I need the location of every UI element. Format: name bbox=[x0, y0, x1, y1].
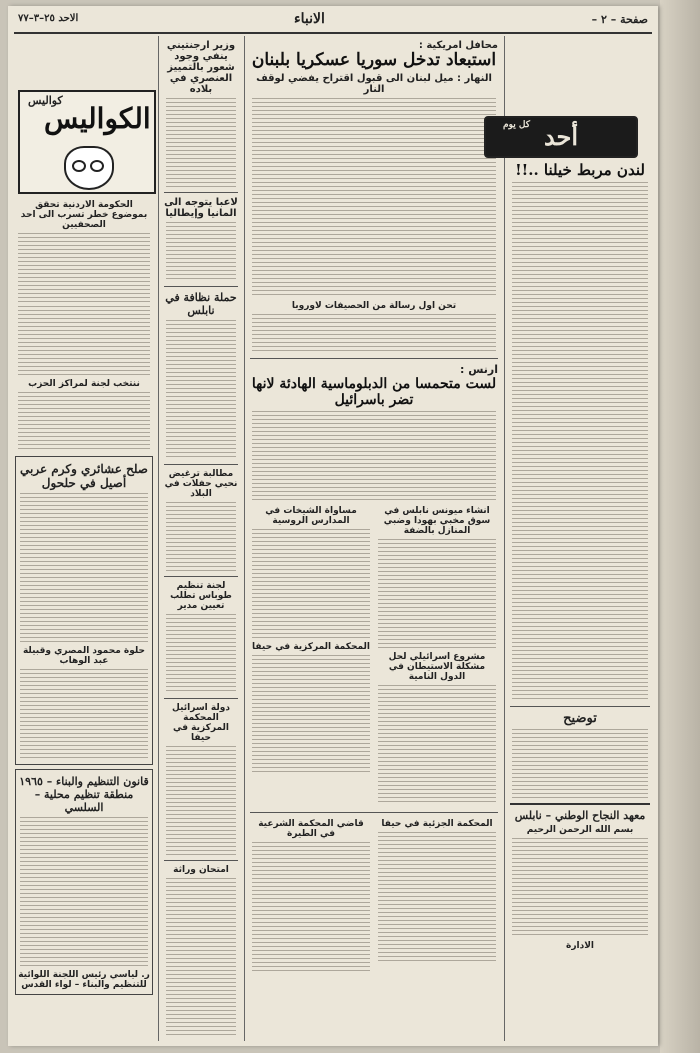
badge-text: أحد bbox=[543, 122, 579, 151]
headline-nablus-cleanup: حملة نظافة في نابلس bbox=[165, 291, 237, 317]
court-notice: دولة اسرائيل المحكمة المركزية في حيفا bbox=[172, 703, 230, 743]
masthead bbox=[14, 10, 652, 34]
headline-tubas: لجنة تنظيم طوباس تطلب تعيين مدير bbox=[170, 581, 232, 611]
cartoon-face-icon bbox=[64, 146, 114, 190]
notice-text bbox=[166, 878, 236, 1038]
next-page-edge bbox=[660, 0, 700, 1053]
article-text bbox=[252, 529, 370, 639]
item-headline: الحكومة الاردنية تحقق بموضوع خطر تسرب الى احد الصحفيين bbox=[20, 200, 148, 230]
article-text bbox=[20, 493, 148, 643]
notice-text bbox=[20, 817, 148, 967]
box-headline: صلح عشائري وكرم عربي أصيل في حلحول bbox=[20, 462, 148, 490]
column-divider bbox=[504, 36, 505, 1041]
article-text bbox=[18, 306, 150, 376]
court-notice-central: المحكمة المركزية في حيفا bbox=[252, 641, 370, 652]
article-text bbox=[378, 685, 496, 805]
kawalis-logo bbox=[18, 90, 156, 194]
column-news-briefs bbox=[160, 36, 242, 1041]
ad-text bbox=[512, 838, 648, 938]
newspaper-title: الانباء bbox=[294, 11, 325, 27]
headline-nablus: انشاء ميونس نابلس في سوق مخبي بهودا وضبي المنازل بالضفة bbox=[383, 505, 491, 536]
notice-headline: قانون التنظيم والبناء – ١٩٦٥ منطقة تنظيم محلية – السلسي bbox=[19, 775, 149, 814]
column-main-news bbox=[246, 36, 502, 1041]
clarification-text bbox=[512, 729, 648, 799]
article-text bbox=[166, 222, 236, 282]
headline-letter: تحن اول رسالة من الحصيفات لاوروبا bbox=[291, 300, 457, 311]
page-number: صفحة – ٢ – bbox=[591, 13, 648, 26]
item-headline: ننتخب لجنة لمراكز الحزب bbox=[28, 379, 140, 389]
institute-ad-title: معهد النجاح الوطني – نابلس bbox=[514, 809, 646, 823]
article-text bbox=[166, 320, 236, 460]
eye-icon bbox=[90, 160, 104, 172]
article-text bbox=[166, 502, 236, 572]
logo-title: الكواليس bbox=[44, 102, 151, 135]
article-text bbox=[252, 411, 496, 501]
article-text bbox=[18, 233, 150, 303]
article-text bbox=[252, 314, 496, 354]
article-text bbox=[252, 98, 496, 298]
headline2-kicker: ارنس : bbox=[459, 362, 498, 376]
article-text bbox=[378, 539, 496, 649]
newspaper-page bbox=[8, 6, 658, 1046]
inheritance-notice: امتحان وراثة bbox=[173, 865, 229, 875]
notice-text bbox=[378, 832, 496, 962]
notice-text bbox=[166, 746, 236, 856]
article-text bbox=[18, 392, 150, 452]
institute-ad-basmala: بسم الله الرحمن الرحيم bbox=[526, 825, 634, 836]
reconciliation-box bbox=[15, 456, 153, 765]
second-headline: لست متحمسا من الدبلوماسية الهادئة لانها تضر باسرائيل bbox=[251, 375, 497, 408]
headline-parties: مطالبة ترغيض نحيي حفلات في البلاد bbox=[164, 469, 238, 499]
article-text bbox=[166, 614, 236, 694]
planning-notice-box bbox=[15, 769, 153, 995]
main-headline: استبعاد تدخل سوريا عسكريا بلبنان bbox=[251, 50, 497, 70]
sunday-column-badge bbox=[484, 116, 638, 158]
column-sunday-opinion bbox=[506, 36, 654, 1041]
column-divider bbox=[244, 36, 245, 1041]
ad-footer: الادارة bbox=[566, 941, 594, 952]
clarification-title: توضيح bbox=[563, 711, 597, 727]
article-text bbox=[166, 98, 236, 188]
court-notice-district: المحكمة الجزئية في حيفا bbox=[381, 818, 493, 829]
notice-text bbox=[252, 655, 370, 775]
issue-date: الاحد ٢٥–٣–٧٧ bbox=[18, 13, 79, 24]
notice-signature: ر. لياسي رئيس اللجنة اللوائية للتنظيم والبناء – لواء القدس bbox=[18, 970, 150, 990]
headline-argentina: وزير ارجنتيني ينفي وجود شعور بالتمييز العنصري في بلاده bbox=[166, 40, 236, 95]
badge-small-text: كل يوم bbox=[503, 120, 530, 130]
notice-text bbox=[252, 842, 370, 972]
article-text bbox=[20, 669, 148, 759]
eye-icon bbox=[72, 160, 86, 172]
headline-settlement: مشروع اسرائيلي لحل مشكلة الاستيطان في الدول النامية bbox=[388, 651, 486, 682]
headline-kicker: محافل امريكية : bbox=[418, 40, 498, 51]
signature: حلوة محمود المصري وقبيلة عبد الوهاب bbox=[22, 646, 146, 666]
headline-germany: لاعبا يتوجه الى المانيا وإيطاليا bbox=[164, 197, 238, 219]
sharia-court-notice: قاضي المحكمة الشرعية في الطيرة bbox=[258, 818, 364, 839]
main-subhead: النهار : ميل لبنان الى قبول اقتراح يفضي لوقف النار bbox=[256, 72, 492, 95]
opinion-headline: لندن مربط خيلنا ..!! bbox=[515, 161, 645, 179]
opinion-text bbox=[512, 182, 648, 702]
headline-schools: مساواة الشيخات في المدارس الروسية bbox=[265, 505, 357, 526]
column-divider bbox=[158, 36, 159, 1041]
logo-subtitle: كواليس bbox=[28, 94, 63, 107]
